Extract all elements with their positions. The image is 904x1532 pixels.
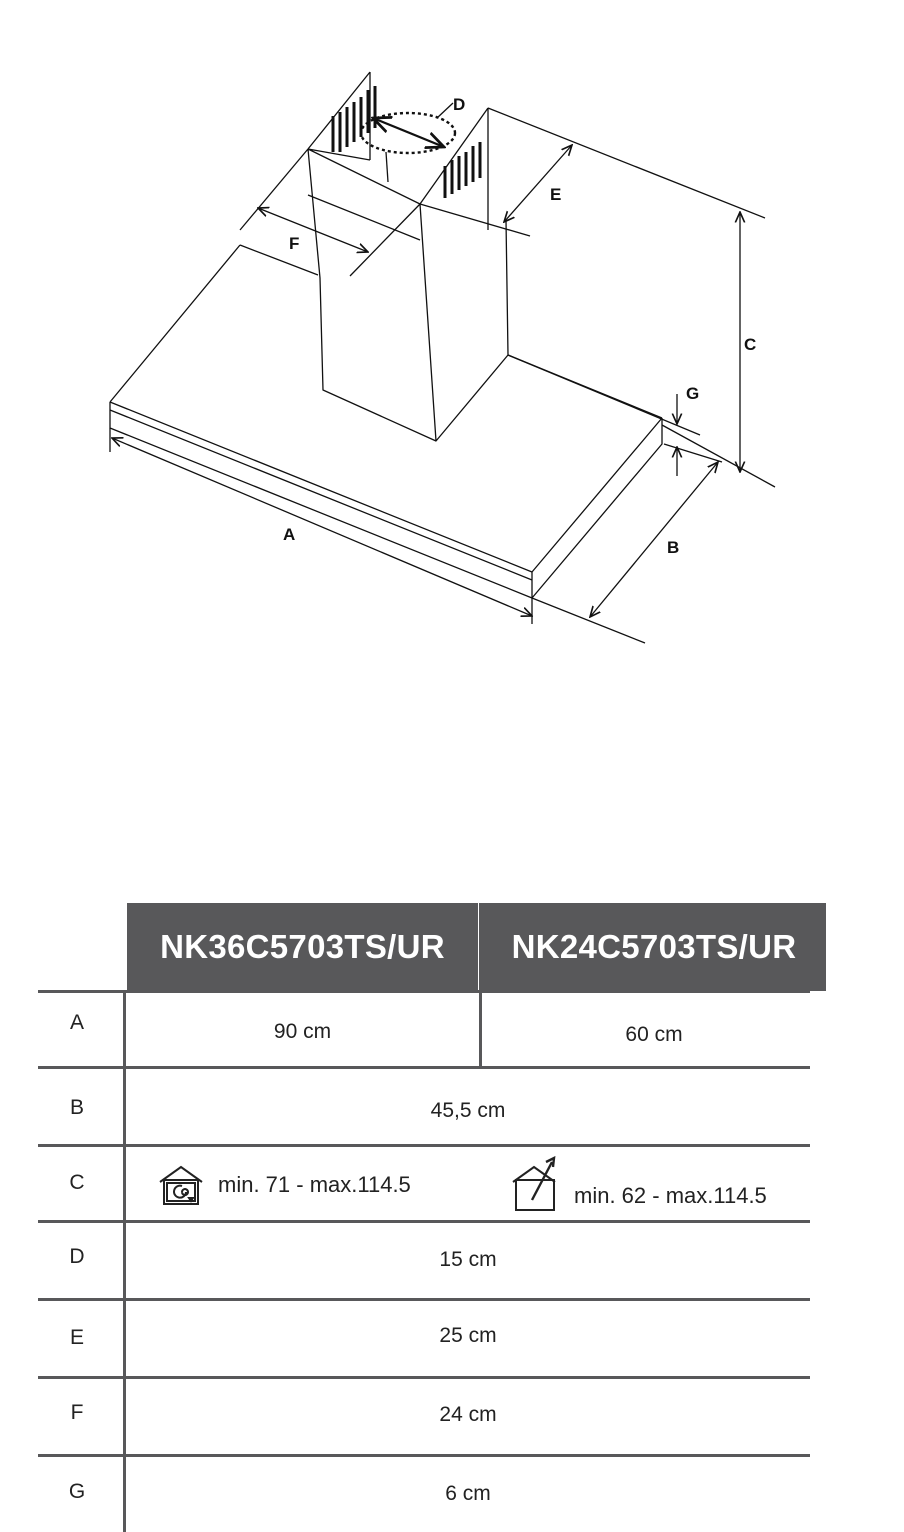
row-label-b: B [69,1096,84,1119]
row-a-model1-value: 90 cm [273,1020,332,1043]
row-f-value: 24 cm [439,1403,497,1426]
row-d-value: 15 cm [439,1248,497,1271]
row-divider [38,1298,810,1301]
canopy-front-edge [110,402,662,598]
vent-slots-left [333,86,375,152]
row-b-value: 45,5 cm [430,1099,506,1122]
hood-dimension-diagram [0,0,904,720]
label-d: D [453,95,466,114]
model-header-nk36: NK36C5703TS/UR [127,903,478,991]
row-divider [38,1144,810,1147]
row-a-model2-value: 60 cm [625,1023,683,1046]
row-label-f: F [70,1401,84,1424]
row-label-d: D [69,1245,85,1268]
label-f: F [289,234,300,253]
row-c-extraction-value: min. 62 - max.114.5 [574,1183,767,1208]
row-c-recirculation-value: min. 71 - max.114.5 [218,1172,411,1197]
house-recirculation-icon [156,1164,206,1206]
row-g-value: 6 cm [445,1482,491,1505]
label-c: C [744,335,757,354]
label-a: A [283,525,296,544]
row-c-recirculation [156,1164,411,1206]
canopy-top-surface [110,245,662,572]
label-e: E [550,185,562,204]
row-label-c: C [69,1171,85,1194]
house-extraction-icon [510,1156,562,1212]
vent-slots-right [445,142,480,198]
row-label-g: G [68,1480,86,1503]
chimney-body [308,72,508,441]
row-divider [38,1066,810,1069]
label-g: G [686,384,700,403]
row-label-a: A [69,1011,84,1034]
row-divider [38,1220,810,1223]
model-header-nk24: NK24C5703TS/UR [482,903,826,991]
row-e-value: 25 cm [439,1324,497,1347]
column-divider [123,990,126,1532]
model-column-divider [479,903,482,1066]
row-divider [38,1376,810,1379]
label-b: B [667,538,680,557]
row-c-extraction [510,1156,767,1212]
row-divider [38,1454,810,1457]
row-divider [38,990,810,993]
row-label-e: E [69,1326,84,1349]
